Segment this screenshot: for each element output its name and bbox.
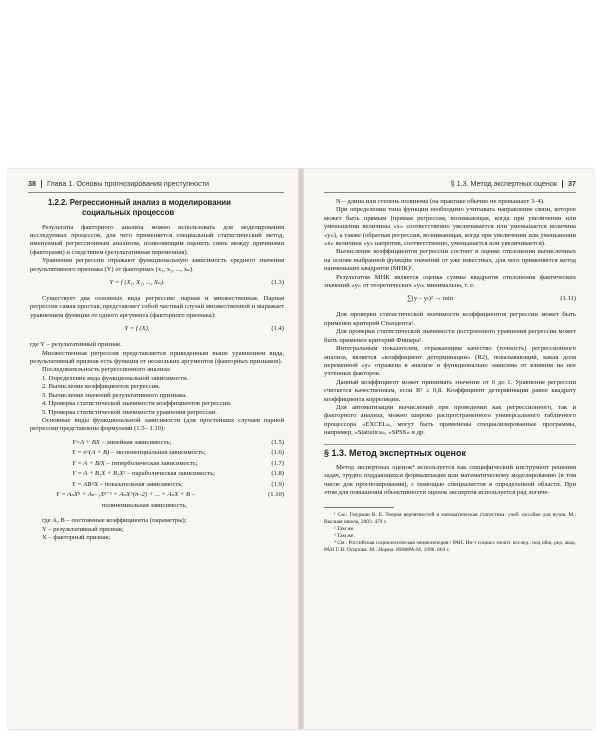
equation-number: (1.11) <box>560 295 576 303</box>
equation-number: (1.3) <box>271 279 284 287</box>
equation-1-4 <box>30 325 284 337</box>
header-rule-right <box>324 192 576 193</box>
formula-description: – <box>190 491 195 499</box>
footnote: ² Там же. <box>334 525 355 532</box>
page-number-right: 37 <box>568 179 576 188</box>
formula-description: – гиперболическая зависимость; <box>104 459 198 467</box>
paragraph: Результатом МНК является оценка суммы квадратов отклонения фактических значений «y» от теоретических «yₜ» минимальна, т. е. <box>324 273 576 290</box>
book-spread <box>8 168 594 729</box>
steps-list <box>30 375 284 417</box>
paragraph: Для проверки статистической значимости коэффициентов регрессии может быть применен критерий Стьюдента². <box>324 311 576 327</box>
formula-expression: Y=A + BX <box>72 438 100 446</box>
paragraph: Существует два основных вида регрессии: парная и множественная. Парная регрессия самая простая, представляет собой частный случай множественной и выражает уравнением функции от одного аргумента (факторного признака): <box>30 295 284 319</box>
footnote: ⁴ См.: Российская социологическая энциклопедия / РАН. Ин-т социал.-полит. исслед.; под общ. ред. акад. РАН Г. В. Осипова. М.: Норма: ИНФРА-М, 1998. 664 с. <box>324 539 576 553</box>
paragraph: Вычисление коэффициентов регрессии состоит в оценке отклонения вычисленных на основе выбранной функции значений от уже известных, для чего применяется метод наименьших квадратов (МНК)¹. <box>324 248 576 273</box>
paragraph: Последовательность регрессионного анализа: <box>42 366 171 374</box>
paragraph: Данный коэффициент может принимать значение от 0 до 1. Уравнение регрессии считается качественным, если R² ≥ 0,8. Коэффициент детерминации равен квадрату коэффициента корреляции. <box>324 378 576 403</box>
list-item: 1. Определение вида функциональной зависимости. <box>42 374 189 382</box>
where-line: Y – результативный признак; <box>42 525 124 533</box>
list-item: 2. Вычисление коэффициентов регрессии. <box>42 383 161 391</box>
paragraph: Уравнения регрессии отражают функциональную зависимость среднего значения результативного признака (Y) от факторных (x₁, x₂, ..., xₙ). <box>30 257 284 273</box>
header-divider <box>562 180 563 188</box>
paragraph: Для проверки статистической значимости построенного уравнения регрессии может быть применен критерий Фишера³. <box>324 328 576 344</box>
formula-number: (1.10) <box>268 491 284 499</box>
equation-1-11 <box>324 295 576 307</box>
formula-description: – показательная зависимость; <box>98 480 184 488</box>
section-heading-1-3: § 1.3. Метод экспертных оценок <box>324 444 576 457</box>
left-page <box>8 169 298 729</box>
list-item: 4. Проверка статистической значимости коэффициентов регрессии. <box>42 400 232 408</box>
formula-1-8 <box>30 470 284 481</box>
paragraph: Результаты факторного анализа можно использовать для моделирования исследуемых процессов, для чего применяется специальный статистический метод, именуемый регрессионным анализом, позволяющим оценить связь между причинами (факторами) и следствием (результативная переменная). <box>30 223 284 256</box>
section-title-line1: Регрессионный анализ в моделировании <box>69 198 231 207</box>
paragraph: Множественная регрессия представляется приведенным выше уравнением вида, результативный признак есть функция от нескольких аргументов (факторных признаков). <box>30 349 284 366</box>
section-number: 1.2.2. <box>48 198 68 207</box>
page-number-left: 38 <box>28 179 36 188</box>
formula-expression: Y = e^(A + B) <box>72 449 110 457</box>
paragraph: При определении типа функции необходимо учитывать направление связи, которое может быть прямым (прямая регрессия, возникающая, когда при увеличении или уменьшении величины «x» соответственно увеличивается или уменьшается величина «y»), а также (обратная регрессия, возникающая, когда при увеличении или уменьшении «x» величина «y» напротив, соответственно, уменьшается или увеличивается). <box>324 206 576 248</box>
formula-expression: Y = AₙXⁿ + Aₙ₋₁Xⁿ⁻¹ + AₙX^(n–2) + ... + AₙX + B <box>56 491 190 499</box>
paragraph: Интегральным показателем, отражающим качество (точность) регрессионного анализа, является «коэффициент детерминации» (R2), показывающий, какая доля переменной «y» отражена в анализе и функционально зависима от влияния на нее учтенных факторов. <box>324 345 576 378</box>
equation-number: (1.4) <box>271 325 284 333</box>
section-title-line2: социальных процессов <box>82 207 175 217</box>
where-line: где A, B – постоянные коэффициенты (параметры); <box>42 517 187 525</box>
formula-expression: Y = A + B/X <box>72 459 105 467</box>
section-heading-1-2-2 <box>48 198 284 218</box>
equation-expression: Y = f (X₁, X₂, ..., Xₙ). <box>109 279 165 287</box>
formula-1-5 <box>30 439 284 450</box>
paragraph: где Y – результативный признак. <box>30 341 122 349</box>
equation-expression: ∑(y – yₜ)² → min <box>406 295 454 303</box>
paragraph: Основные виды функциональной зависимости (для простейших случаев парной регрессии представлены формулами (1.5– 1.10): <box>30 416 284 433</box>
running-header-right <box>324 179 576 191</box>
formula-1-10 <box>30 491 284 502</box>
running-head-left: Глава 1. Основы прогнозирования преступности <box>47 179 210 188</box>
formula-1-10-continuation <box>30 502 284 513</box>
formula-description: – линейная зависимость; <box>99 438 172 446</box>
formula-1-9 <box>30 481 284 492</box>
formula-expression: Y = AB^X <box>72 480 99 488</box>
header-rule-left <box>28 192 284 193</box>
formula-number: (1.5) <box>271 438 284 446</box>
equation-1-3 <box>30 279 284 291</box>
header-divider <box>41 180 42 188</box>
formula-1-6 <box>30 449 284 460</box>
paragraph: Метод экспертных оценок⁴ используется как специфический инструмент решения задач, трудно поддающихся формализации или математическому моделированию (в том числе для прогнозирования), с помощью специалистов в определенной области. При этом для повышения объективности оценок экспертов используется ряд логиче- <box>324 463 576 497</box>
footnote: ¹ См.: Гмурман В. Е. Теория вероятностей и математическая статистика: учеб. пособие для вузов. М.: Высшая школа, 2003. 479 с. <box>324 511 576 525</box>
footnote-rule <box>324 507 394 508</box>
formula-continuation: полиномиальная зависимость, <box>102 501 188 509</box>
formula-number: (1.9) <box>271 480 284 488</box>
right-page <box>304 169 594 729</box>
formula-description: – экспоненциальная зависимость; <box>109 449 206 457</box>
equation-expression: Y = f (X), <box>124 325 150 333</box>
formula-number: (1.7) <box>271 459 284 467</box>
footnote: ³ Там же. <box>334 532 355 539</box>
paragraph: N – длина или степень полинома (на практике обычно не превышает 3–4). <box>336 198 545 205</box>
right-page-body <box>324 198 576 554</box>
list-item: 5. Проверка статистической значимости уравнения регрессии. <box>42 408 217 416</box>
list-item: 3. Вычисление значений результативного признака. <box>42 391 187 399</box>
running-head-right: § 1.3. Метод экспертных оценок <box>450 179 557 188</box>
running-header-left <box>28 179 284 191</box>
formula-expression: Y = A + B₁X + B₂X² <box>72 470 126 478</box>
formula-number: (1.8) <box>271 470 284 478</box>
left-page-body <box>30 198 284 542</box>
formula-description: – параболическая зависимость; <box>125 470 215 478</box>
formula-1-7 <box>30 460 284 471</box>
formula-number: (1.6) <box>271 449 284 457</box>
where-line: X – факторный признак; <box>42 534 111 542</box>
paragraph: Для автоматизации вычислений при проведении как регрессионного, так и факторного анализа, можно широко распространенного универсального табличного процессора «EXCEL», могут быть применены специализированные программы, например, «Statistica», «SPSS» и др. <box>324 403 576 437</box>
